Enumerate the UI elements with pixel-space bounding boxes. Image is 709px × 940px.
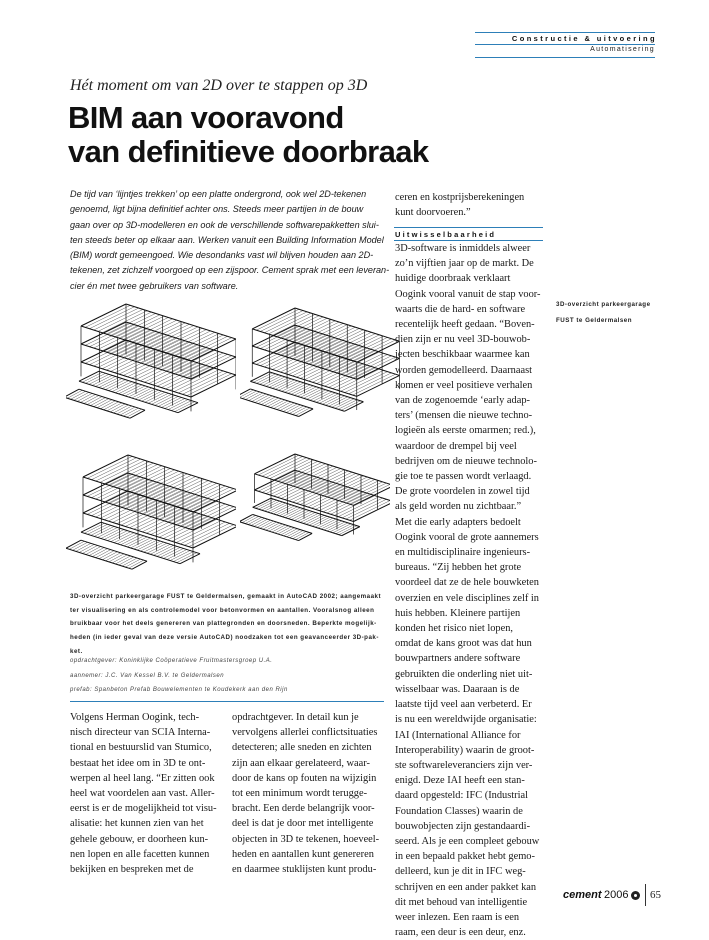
caption-line: ket. <box>70 647 83 655</box>
body-line: Volgens Herman Oogink, tech- <box>70 712 200 723</box>
body-line: werpen al heel lang. “Er zitten ook <box>70 772 215 784</box>
intro-line: gaan over op 3D-modelleren en ook de verschillende softwarepakketten slui- <box>70 219 379 230</box>
body-line: voordeel dat ze de hele bouwketen <box>395 577 539 589</box>
garage-3d-render <box>240 296 400 426</box>
page-number: 65 <box>650 889 661 901</box>
body-line: eerst is er de mogelijkheid tot visu- <box>70 803 217 815</box>
body-line: deel is dat je door met intelligente <box>232 818 374 830</box>
body-line: konden het risico niet lopen, <box>395 623 514 635</box>
subhead-rule-top <box>394 227 543 228</box>
figure-caption <box>70 590 384 659</box>
body-line: dit met behoud van intelligentie <box>395 896 528 908</box>
body-line: opdrachtgever. In detail kun je <box>232 712 359 723</box>
body-line: logieën als eerste omarmen; red.), <box>395 425 536 437</box>
article-title <box>68 101 429 169</box>
body-line: raam, een deur is een deur, enz. <box>395 927 526 939</box>
title-line: van definitieve doorbraak <box>68 134 429 169</box>
body-line: en daarmee stuklijsten kunt produ- <box>232 864 377 876</box>
body-line: 3D-software is inmiddels alweer <box>395 243 531 254</box>
body-line: Met die early adapters bedoelt <box>395 516 521 528</box>
body-line: bureaus. “Zij hebben het grote <box>395 562 522 574</box>
body-line: bekijken en bespreken met de <box>70 864 194 876</box>
body-line: door de kans op fouten na wijzigin <box>232 772 377 784</box>
credit-prefab: prefab: Spanbeton Prefab Bouwelementen te Koudekerk aan den Rijn <box>70 687 288 693</box>
section-subhead: Uitwisselbaarheid <box>395 230 497 239</box>
body-line: wisselbaar was. Daaraan is de <box>395 683 520 695</box>
body-line: Foundation Classes) waarin de <box>395 805 523 817</box>
intro-line: cier én met twee gebruikers van software. <box>70 280 239 291</box>
body-line: Oogink vooral vanuit de stap voor- <box>395 288 541 300</box>
body-line: Interoperability) waarin de groot- <box>395 744 535 756</box>
body-line: zijn aan elkaar gerelateerd, waar- <box>232 757 370 769</box>
body-line: gehele gebouw, er doorheen kun- <box>70 833 209 845</box>
article-kicker: Hét moment om van 2D over te stappen op 3D <box>70 77 368 94</box>
body-line: als geld worden nu zichtbaar.” <box>395 501 522 513</box>
body-line: worden gemodelleerd. Daarnaast <box>395 364 533 376</box>
side-caption-line: FUST te Geldermalsen <box>556 316 633 324</box>
body-line: heden en aantallen kunt genereren <box>232 848 374 860</box>
section-label: Constructie & uitvoering <box>511 34 657 43</box>
garage-3d-render <box>240 440 390 565</box>
body-line: zo’n vijftien jaar op de markt. De <box>395 258 534 270</box>
body-line: tional en bestuurslid van Stumico, <box>70 742 212 754</box>
header-rule-top <box>475 32 655 33</box>
body-column-1 <box>70 710 217 877</box>
credit-contractor: aannemer: J.C. Van Kessel B.V. te Geldermalsen <box>70 673 225 679</box>
body-line: is nu een wereldwijde organisatie: <box>395 714 537 726</box>
body-line: ters’ (mensen die nieuwe techno- <box>395 410 533 422</box>
body-line: waarts die de hard- en software <box>395 303 526 315</box>
body-line: huis hebben. Kleinere partijen <box>395 607 521 619</box>
body-line: schrijven en een ander pakket kan <box>395 881 537 893</box>
body-line: kunt doorvoeren.” <box>395 207 471 219</box>
body-line: overzien en vele disciplines zelf in <box>395 592 539 604</box>
body-column-2 <box>232 710 379 877</box>
body-line: huidige doorbraak verklaart <box>395 273 511 285</box>
footer-divider <box>645 884 646 906</box>
intro-line: De tijd van ‘lijntjes trekken’ op een platte ondergrond, ook wel 2D-tekenen <box>70 189 367 199</box>
body-line: IAI (International Alliance for <box>395 729 521 741</box>
body-line: recentelijk heeft gedaan. “Boven- <box>395 319 535 331</box>
body-column-3-top <box>395 190 524 220</box>
credit-client: opdrachtgever: Koninklijke Coöperatieve Fruitmastersgroep U.A. <box>70 658 273 664</box>
header-rule-middle <box>475 44 655 45</box>
body-line: De grote voordelen in zowel tijd <box>395 486 530 498</box>
side-caption-line: 3D-overzicht parkeergarage <box>556 301 651 308</box>
body-line: enigd. Deze IAI heeft een stan- <box>395 775 525 787</box>
body-line: ceren en kostprijsberekeningen <box>395 192 525 203</box>
body-line: gebruikten die onderling niet uit- <box>395 668 533 680</box>
garage-3d-render <box>66 296 236 438</box>
article-intro <box>70 187 390 294</box>
body-line: bouwobjecten zijn gestandaardi- <box>395 820 531 832</box>
body-line: daard opgesteld: IFC (Industrial <box>395 790 529 802</box>
magazine-year: 2006 <box>604 889 629 901</box>
body-line: laatste tijd veel aan verbeterd. Er <box>395 699 532 711</box>
body-line: objecten in 3D te tekenen, hoeveel- <box>232 833 380 845</box>
intro-line: tekenen, zet zichzelf voorgoed op een zijspoor. Cement sprak met een leveran- <box>70 265 390 276</box>
body-line: bracht. Een derde belangrijk voor- <box>232 803 375 815</box>
header-rule-bottom <box>475 57 655 58</box>
caption-rule <box>70 701 384 702</box>
body-line: dien zijn er nu veel 3D-bouwob- <box>395 334 531 346</box>
garage-3d-render <box>66 445 236 585</box>
body-line: weer inlezen. Een raam is een <box>395 911 520 923</box>
body-line: en multidisciplinaire ingenieurs- <box>395 547 531 559</box>
body-column-3 <box>395 241 541 940</box>
intro-line: ten steeds beter op elkaar aan. Werken vanuit een Building Information Model <box>70 234 384 245</box>
body-line: omdat de kans groot was dat hun <box>395 638 532 650</box>
body-line: heel wat voordelen aan vast. Aller- <box>70 788 215 800</box>
body-line: Oogink vooral de grote aannemers <box>395 531 539 543</box>
body-line: ste softwareleveranciers zijn ver- <box>395 759 533 771</box>
body-line: bedrijven om de nieuwe technolo- <box>395 455 537 467</box>
intro-line: (BIM) wordt gemeengoed. Wie desondanks vast wil blijven houden aan 2D- <box>70 250 374 261</box>
body-line: waardoor de drempel bij veel <box>395 440 517 452</box>
body-line: van de zogenoemde ‘early adap- <box>395 395 531 407</box>
body-line: nisch directeur van SCIA Interna- <box>70 727 211 739</box>
intro-line: genoemd, ligt bijna definitief achter ons. Steeds meer partijen in de bouw <box>70 204 364 215</box>
body-line: gie toe te passen wordt verlaagd. <box>395 471 532 483</box>
caption-line: bruikbaar voor het deels genereren van plattegronden en doorsneden. Beperkte mogelijk- <box>70 620 377 628</box>
body-line: delleerd, kun je dit in IFC weg- <box>395 866 526 878</box>
side-caption <box>556 297 651 329</box>
caption-line: heden (in ieder geval van deze versie AutoCAD) noodzaken tot een geavanceerder 3D-pak- <box>70 634 379 642</box>
body-line: alisatie: het kunnen zien van het <box>70 818 204 830</box>
magazine-logo-icon <box>631 891 640 900</box>
body-line: bouwpartners andere software <box>395 653 521 665</box>
body-line: in een bepaald pakket hebt gemo- <box>395 851 535 863</box>
body-line: tot een minimum wordt terugge- <box>232 788 368 800</box>
body-line: nen lopen en alle facetten kunnen <box>70 848 210 860</box>
body-line: detecteren; alle sneden en zichten <box>232 742 372 754</box>
body-line: seerd. Als je een compleet gebouw <box>395 835 540 847</box>
body-line: vervolgens allerlei conflictsituaties <box>232 727 378 739</box>
body-line: bestaat het idee om in 3D te ont- <box>70 757 206 769</box>
subsection-label: Automatisering <box>590 46 655 53</box>
body-line: jecten beschikbaar waarmee kan <box>395 349 530 361</box>
caption-line: ter visualisering en als controlemodel voor betonvormen en aantallen. Vooralsnog alleen <box>70 606 375 614</box>
body-line: komen er veel positieve verhalen <box>395 379 533 391</box>
title-line: BIM aan vooravond <box>68 100 344 135</box>
magazine-name: cement <box>563 889 602 901</box>
caption-line: 3D-overzicht parkeergarage FUST te Geldermalsen, gemaakt in AutoCAD 2002; aangemaakt <box>70 593 382 600</box>
